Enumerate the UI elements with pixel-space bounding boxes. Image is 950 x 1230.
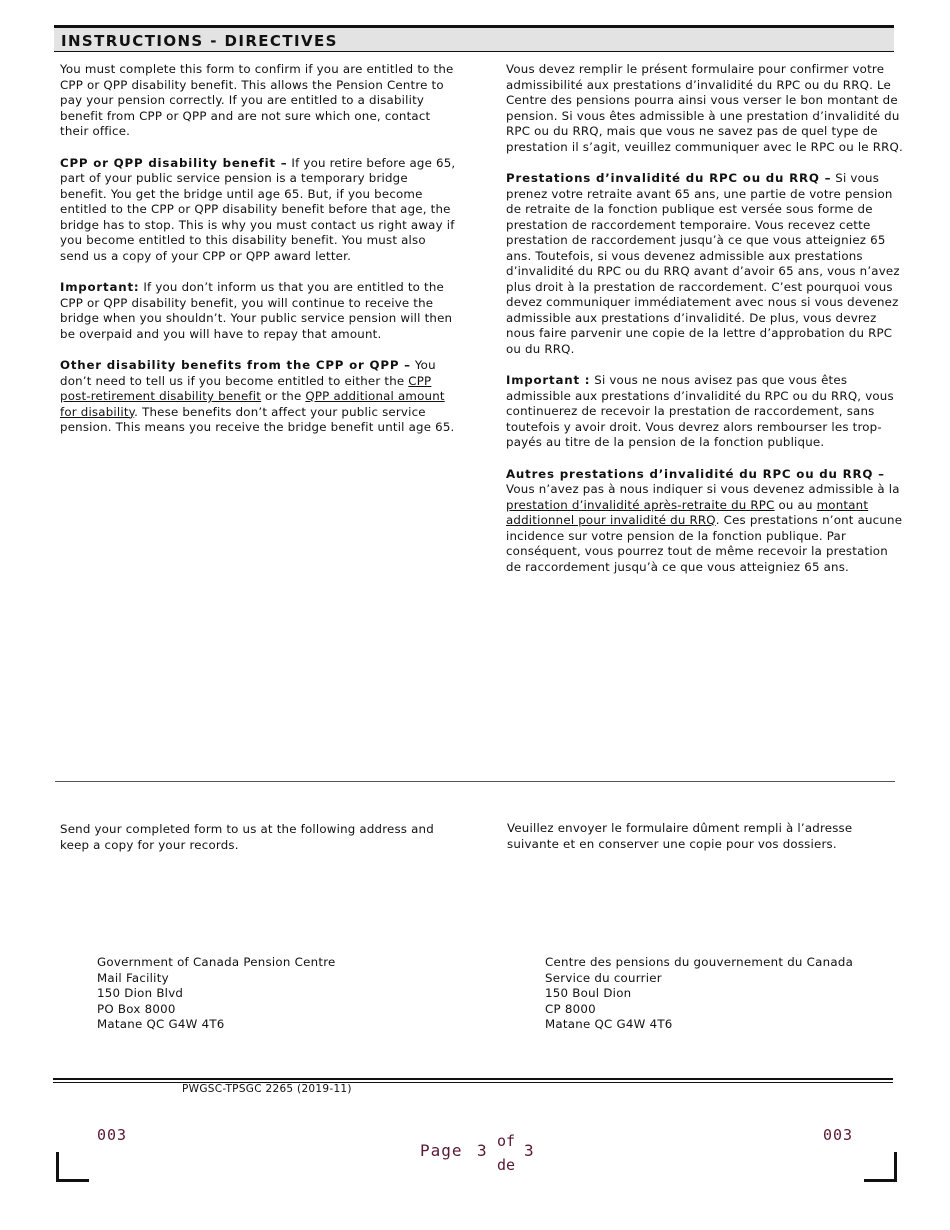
english-other-body-1: You don’t need to tell us if you become entitled to either the <box>60 358 436 388</box>
address-line: Centre des pensions du gouvernement du Canada <box>545 955 854 969</box>
french-cpp-paragraph <box>506 171 904 357</box>
page-code-right: 003 <box>823 1126 854 1144</box>
corner-mark-right <box>864 1152 897 1182</box>
page-de-label: de <box>497 1156 516 1174</box>
french-other-body-1: Vous n’avez pas à nous indiquer si vous devenez admissible à la <box>506 482 900 496</box>
english-important-paragraph <box>60 280 458 342</box>
french-other-heading: Autres prestations d’invalidité du RPC ou du RRQ – <box>506 466 885 481</box>
address-line: Service du courrier <box>545 970 662 985</box>
header-title: INSTRUCTIONS - DIRECTIVES <box>61 32 338 50</box>
rrq-montant-additionnel-link[interactable]: montant additionnel pour invalidité du RRQ <box>506 497 869 527</box>
cpp-post-retirement-link[interactable]: CPP post-retirement disability benefit <box>60 373 432 403</box>
french-cpp-body: Si vous prenez votre retraite avant 65 ans, une partie de votre pension de retraite de la fonction publique est versée sous forme de prestation de raccordement temporaire. Vous recevez cette prestation de raccordement jusqu’à ce que vous atteigniez 65 ans. Toutefois, si vous devenez admissible aux prestations d’invalidité du RPC ou du RRQ avant d’avoir 65 ans, vous n’avez plus droit à la prestation de raccordement. C’est pourquoi vous devez communiquer immédiatement avec nous si vous devenez admissible aux prestations d’invalidité. De plus, vous devrez nous faire parvenir une copie de la lettre d’approbation du RPC ou du RRQ. <box>506 171 900 356</box>
page-of-label: of <box>497 1132 516 1150</box>
english-instructions <box>60 62 458 452</box>
english-intro: You must complete this form to confirm if you are entitled to the CPP or QPP disability benefit. This allows the Pension Centre to pay your pension correctly. If you are entitled to a disability benefit from CPP or QPP and are not sure which one, contact their office. <box>60 62 454 138</box>
french-other-body-3: . Ces prestations n’ont aucune incidence sur votre pension de la fonction publique. Par conséquent, vous pourrez tout de même recevoir la prestation de raccordement jusqu’à ce que vous atteigniez 65 ans. <box>506 513 903 574</box>
address-line: Mail Facility <box>97 970 169 985</box>
form-code: PWGSC-TPSGC 2265 (2019-11) <box>182 1083 352 1095</box>
address-line: 150 Dion Blvd <box>97 986 184 1000</box>
address-line: PO Box 8000 <box>97 1001 176 1016</box>
address-line: Matane QC G4W 4T6 <box>97 1017 225 1031</box>
page-label: Page <box>420 1141 463 1160</box>
french-mailing-address <box>545 955 853 1033</box>
english-other-paragraph <box>60 358 458 436</box>
address-line: Government of Canada Pension Centre <box>97 955 336 969</box>
rpc-apres-retraite-link[interactable]: prestation d’invalidité après-retraite du RPC <box>506 497 775 512</box>
footer-rule-thick <box>53 1078 893 1080</box>
english-important-body: If you don’t inform us that you are entitled to the CPP or QPP disability benefit, you will continue to receive the bridge when you shouldn’t. Your public service pension will then be overpaid and you will have to repay that amount. <box>60 280 453 341</box>
english-send-instructions: Send your completed form to us at the following address and keep a copy for your records. <box>60 822 434 852</box>
address-line: CP 8000 <box>545 1001 596 1016</box>
french-intro: Vous devez remplir le présent formulaire pour confirmer votre admissibilité aux prestations d’invalidité du RPC ou du RRQ. Le Centre des pensions pourra ainsi vous verser le bon montant de pension. Si vous êtes admissible à une prestation d’invalidité du RPC ou du RRQ, mais que vous ne savez pas de quel type de prestation il s’agit, veuillez communiquer avec le RPC ou le RRQ. <box>506 62 903 154</box>
english-other-body-3: . These benefits don’t affect your public service pension. This means you receive the bridge benefit until age 65. <box>60 404 455 434</box>
footer-rule-thin <box>53 1082 893 1083</box>
address-line: Matane QC G4W 4T6 <box>545 1017 673 1031</box>
qpp-additional-amount-link[interactable]: QPP additional amount for disability <box>60 389 445 419</box>
english-other-body-2: or the <box>261 389 306 403</box>
english-important-heading: Important: <box>60 280 140 294</box>
french-instructions <box>506 62 904 591</box>
instructions-header <box>54 25 894 52</box>
french-send-instructions: Veuillez envoyer le formulaire dûment rempli à l’adresse suivante et en conserver une copie pour vos dossiers. <box>507 821 853 851</box>
french-cpp-heading: Prestations d’invalidité du RPC ou du RRQ – <box>506 171 832 185</box>
french-important-heading: Important : <box>506 373 591 387</box>
page-total: 3 <box>524 1141 534 1160</box>
french-other-paragraph <box>506 467 904 576</box>
english-mailing-address <box>97 955 336 1033</box>
french-other-body-2: ou au <box>774 497 817 512</box>
english-cpp-body: If you retire before age 65, part of your public service pension is a temporary bridge benefit. You get the bridge until age 65. But, if you become entitled to the CPP or QPP disability benefit before that age, the bridge has to stop. This is why you must contact us right away if you become entitled to this disability benefit. You must also send us a copy of your CPP or QPP award letter. <box>60 155 456 263</box>
english-other-heading: Other disability benefits from the CPP or QPP – <box>60 358 411 372</box>
section-divider <box>55 781 895 782</box>
french-important-body: Si vous ne nous avisez pas que vous êtes admissible aux prestations d’invalidité du RPC ou du RRQ, vous continuerez de recevoir la prestation de raccordement, sans toutefois y avoir droit. Vous devrez alors rembourser les trop-payés au titre de la pension de la fonction publique. <box>506 373 894 449</box>
english-cpp-paragraph <box>60 156 458 265</box>
page-current: 3 <box>477 1141 487 1160</box>
page-code-left: 003 <box>97 1126 128 1144</box>
english-cpp-heading: CPP or QPP disability benefit – <box>60 155 288 170</box>
corner-mark-left <box>56 1152 89 1182</box>
address-line: 150 Boul Dion <box>545 986 632 1000</box>
french-important-paragraph <box>506 373 904 451</box>
